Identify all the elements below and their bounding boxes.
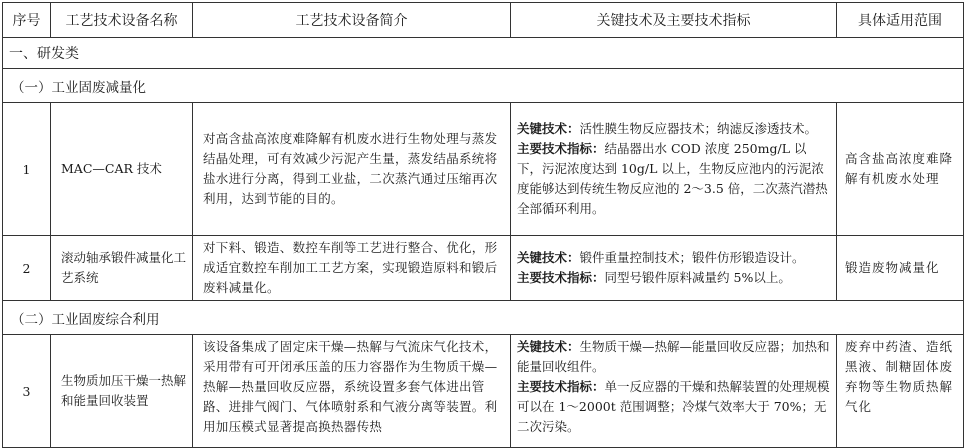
row-scope: 废弃中药渣、造纸黑液、制糖固体废弃物等生物质热解气化 xyxy=(837,335,964,448)
main-index-label: 主要技术指标： xyxy=(517,141,605,156)
section-row xyxy=(3,38,964,69)
row-intro: 对下料、锻造、数控车削等工艺进行整合、优化，形成适宜数控车削加工工艺方案，实现锻造原料和锻后废料减量化。 xyxy=(193,236,511,301)
row-scope: 锻造废物减量化 xyxy=(837,236,964,301)
key-tech-text: 生物质干燥—热解—能量回收反应器；加热和能量回收组件。 xyxy=(517,339,830,374)
main-index-text: 同型号锻件原料减量约 5%以上。 xyxy=(604,270,791,285)
key-tech-label: 关键技术： xyxy=(517,339,580,354)
key-tech-label: 关键技术： xyxy=(517,250,580,265)
header-name: 工艺技术设备名称 xyxy=(51,3,193,38)
row-intro xyxy=(193,335,511,448)
section-title: 一、研发类 xyxy=(3,38,964,69)
header-scope: 具体适用范围 xyxy=(837,3,964,38)
key-tech-text: 锻件重量控制技术；锻件仿形锻造设计。 xyxy=(579,250,805,265)
header-index: 序号 xyxy=(3,3,51,38)
row-index: 1 xyxy=(3,103,51,236)
subsection-row xyxy=(3,301,964,335)
subsection-title: （一）工业固废减量化 xyxy=(3,69,964,103)
key-tech-label: 关键技术： xyxy=(517,121,580,136)
row-key xyxy=(511,236,837,301)
row-index: 3 xyxy=(3,335,51,448)
row-name: MAC—CAR 技术 xyxy=(51,103,193,236)
main-index-text: 结晶器出水 COD 浓度 250mg/L 以下，污泥浓度达到 10g/L 以上，生物反应池内的污泥浓度能够达到传统生物反应池的 2～3.5 倍，二次蒸汽潜热全部循环利用。 xyxy=(517,141,828,216)
row-name: 滚动轴承锻件减量化工艺系统 xyxy=(51,236,193,301)
subsection-row xyxy=(3,69,964,103)
row-key xyxy=(511,103,837,236)
row-scope: 高含盐高浓度难降解有机废水处理 xyxy=(837,103,964,236)
row-name: 生物质加压干燥一热解和能量回收装置 xyxy=(51,335,193,448)
main-index-text: 单一反应器的干燥和热解装置的处理规模可以在 1～2000t 范围调整；冷煤气效率大于 70%；无二次污染。 xyxy=(517,379,830,434)
row-intro-text: 该设备集成了固定床干燥—热解与气流床气化技术，采用带有可开闭承压盖的压力容器作为生物质干燥—热解—热量回收反应器，系统设置多套气体进出管路、进排气阀门、气体喷射系和气液分离等装置。利用加压模式显著提高换热器传热 xyxy=(203,339,498,434)
row-index: 2 xyxy=(3,236,51,301)
header-intro: 工艺技术设备简介 xyxy=(193,3,511,38)
table-row xyxy=(3,335,964,448)
subsection-title: （二）工业固废综合利用 xyxy=(3,301,964,335)
main-index-label: 主要技术指标： xyxy=(517,379,605,394)
row-key xyxy=(511,335,837,448)
table-row xyxy=(3,236,964,301)
main-index-label: 主要技术指标： xyxy=(517,270,605,285)
technology-table xyxy=(2,2,964,448)
header-key: 关键技术及主要技术指标 xyxy=(511,3,837,38)
header-row xyxy=(3,3,964,38)
key-tech-text: 活性膜生物反应器技术；纳滤反渗透技术。 xyxy=(579,121,818,136)
table-row xyxy=(3,103,964,236)
row-intro: 对高含盐高浓度难降解有机废水进行生物处理与蒸发结晶处理，可有效减少污泥产生量，蒸发结晶系统将盐水进行分离，得到工业盐，二次蒸汽通过压缩再次利用，达到节能的目的。 xyxy=(193,103,511,236)
